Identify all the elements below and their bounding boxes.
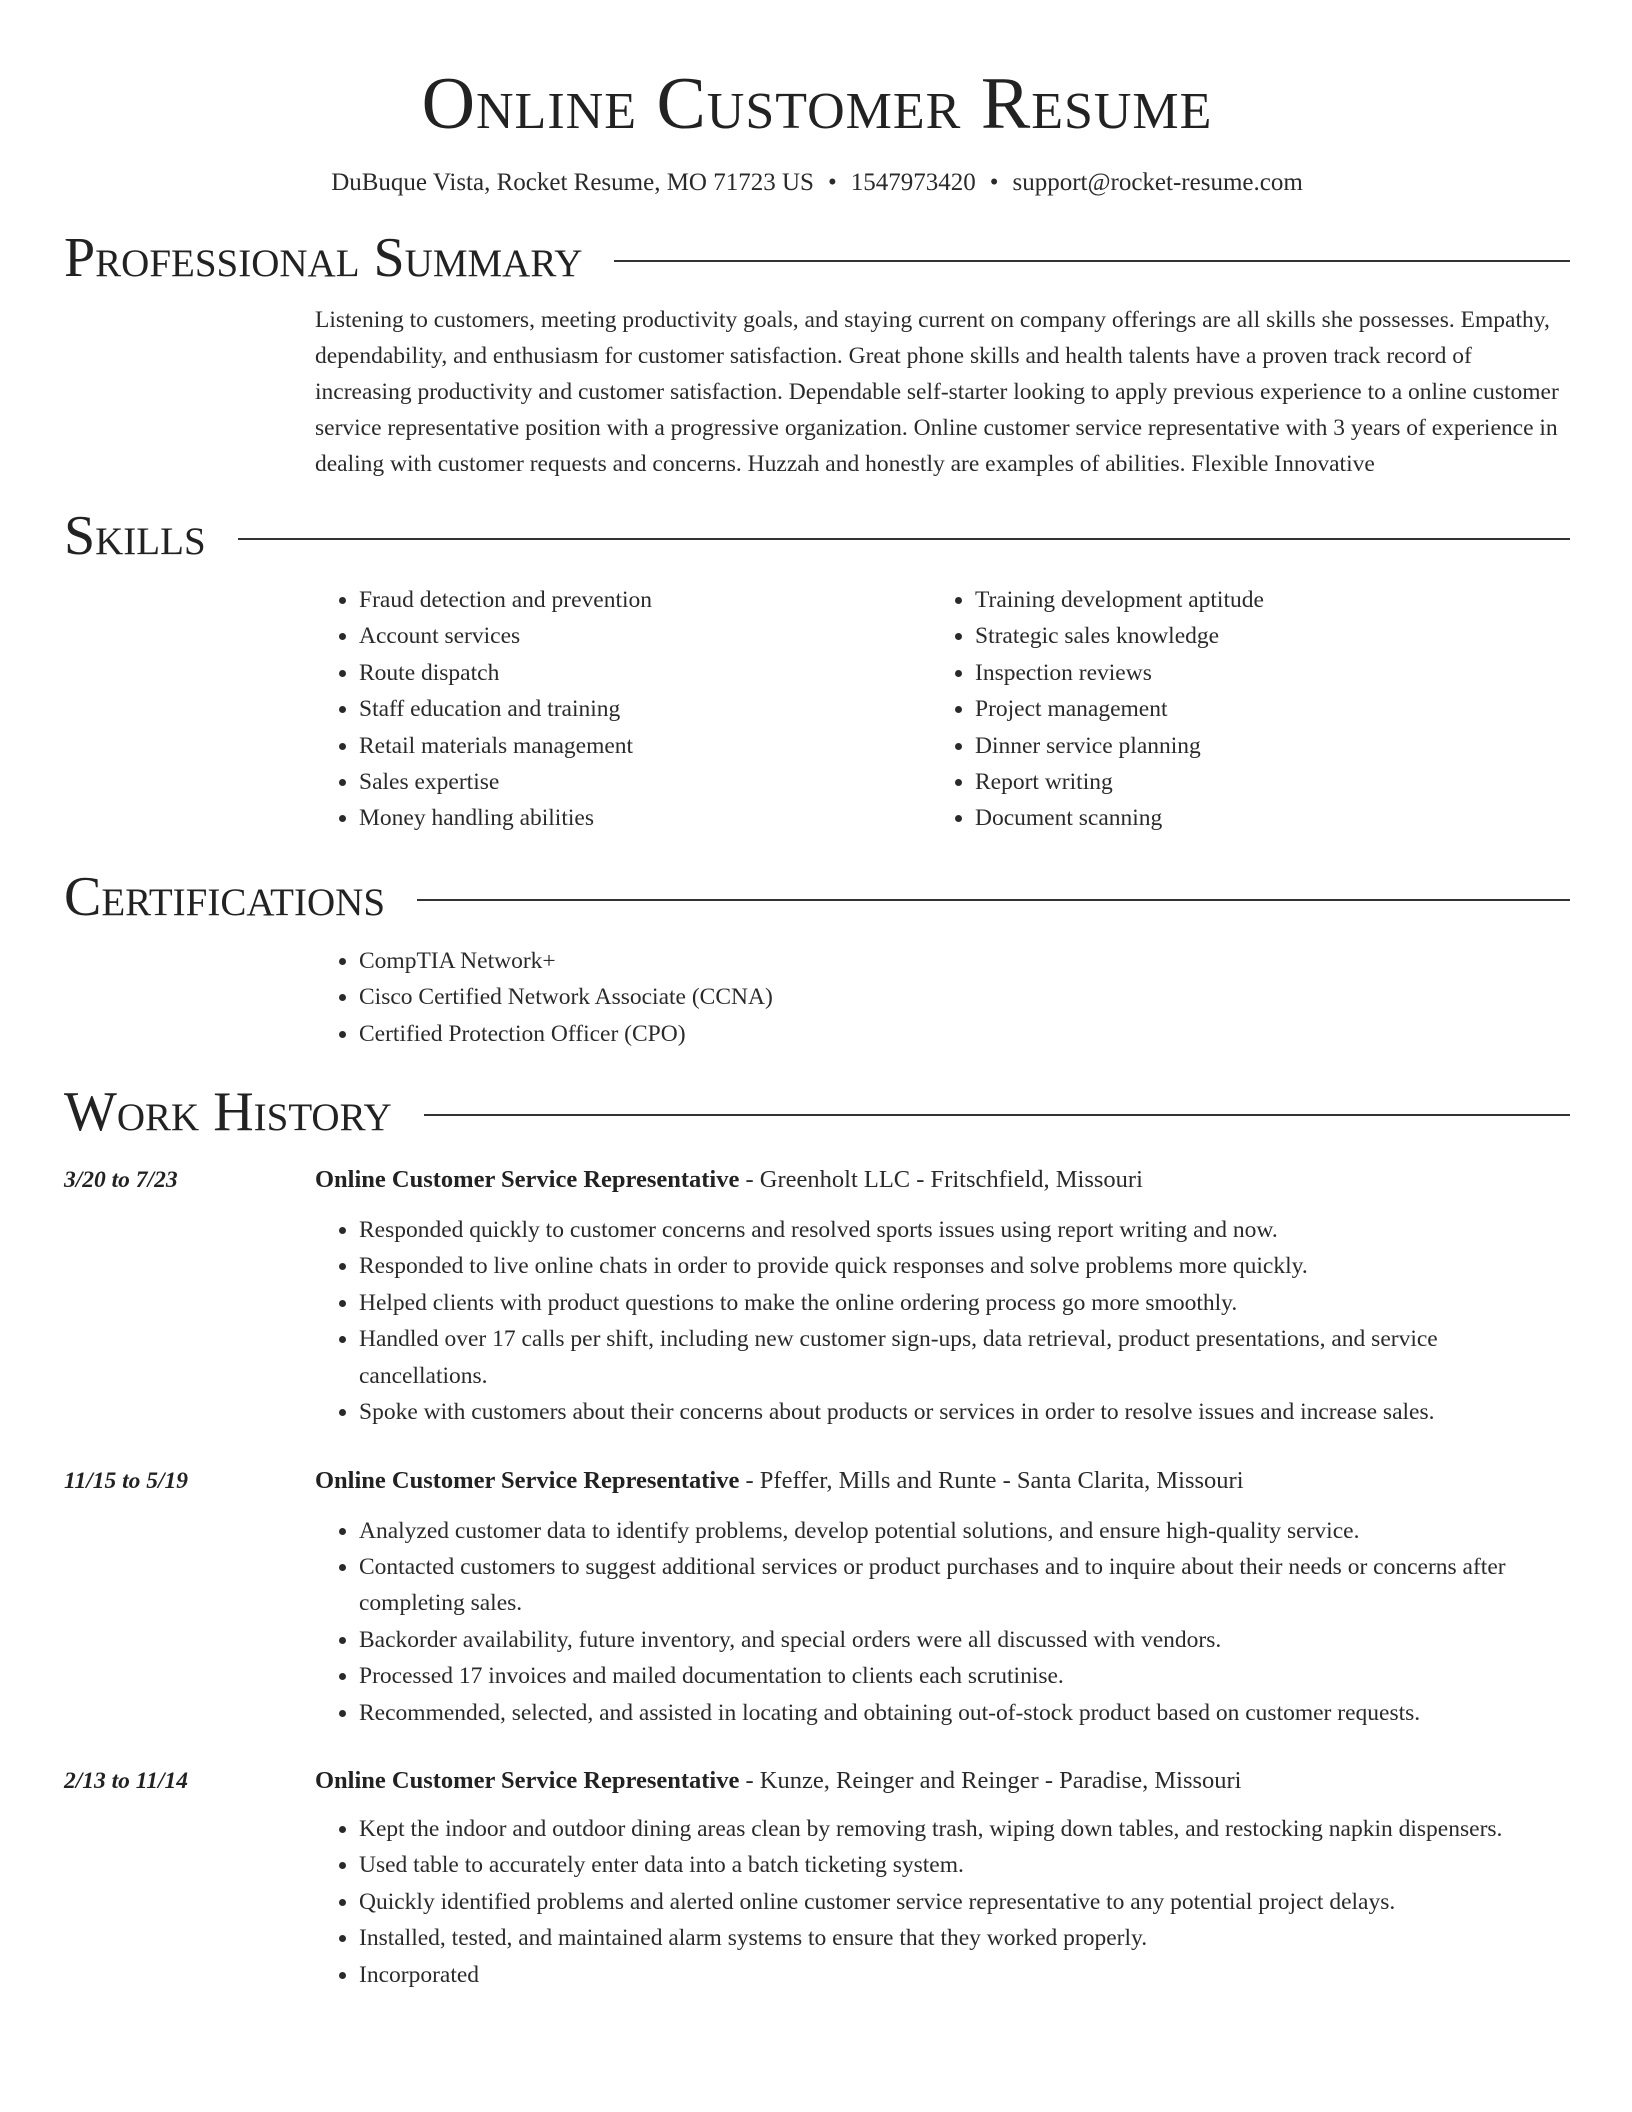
- summary-text: Listening to customers, meeting productivity goals, and staying current on company offerings are all skills she possesses. Empathy, dependability, and enthusiasm for customer satisfaction. Great phone skills and health talents have a proven track record of increasing productivity and customer satisfaction. Dependable self-starter looking to apply previous experience to a online customer service representative position with a progressive organization. Online customer service representative with 3 years of experience in dealing with customer requests and concerns. Huzzah and honestly are examples of abilities. Flexible Innovative: [315, 307, 1559, 477]
- certification-item: • Cisco Certified Network Associate (CCNA): [359, 979, 1570, 1015]
- job-entry: [64, 1463, 1570, 1731]
- skill-item: • Report writing: [975, 764, 1547, 800]
- job-dates: 2/13 to 11/14: [64, 1767, 189, 1794]
- skills-list: [315, 582, 1570, 837]
- job-duties: [315, 1811, 1570, 1993]
- skills-column-right: [931, 582, 1547, 837]
- job-company-location: - Greenholt LLC - Fritschfield, Missouri: [739, 1166, 1143, 1194]
- job-header: [64, 1162, 1570, 1198]
- job-title: Online Customer Service Representative: [315, 1166, 740, 1194]
- skill-item: • Account services: [359, 618, 931, 654]
- job-title: Online Customer Service Representative: [315, 1766, 740, 1794]
- job-dates: 3/20 to 7/23: [64, 1167, 178, 1194]
- job-company-location: - Pfeffer, Mills and Runte - Santa Clarita, Missouri: [739, 1466, 1244, 1494]
- certification-item: • CompTIA Network+: [359, 943, 1570, 979]
- duty-item: • Responded quickly to customer concerns and resolved sports issues using report writing and now.: [359, 1212, 1570, 1248]
- contact-phone: 1547973420: [850, 169, 976, 196]
- skill-item: • Sales expertise: [359, 764, 931, 800]
- certifications-section-header: [64, 861, 1570, 933]
- section-divider: [614, 260, 1570, 262]
- job-title: Online Customer Service Representative: [315, 1466, 740, 1494]
- duty-item: • Contacted customers to suggest additional services or product purchases and to inquire about their needs or concerns after completing sales.: [359, 1549, 1570, 1622]
- skill-item: • Route dispatch: [359, 655, 931, 691]
- job-entry: [64, 1162, 1570, 1430]
- job-dates: 11/15 to 5/19: [64, 1467, 189, 1494]
- duty-item: • Backorder availability, future inventory, and special orders were all discussed with vendors.: [359, 1622, 1570, 1658]
- duty-item: • Helped clients with product questions to make the online ordering process go more smoothly.: [359, 1285, 1570, 1321]
- skills-heading: Skills: [64, 505, 206, 567]
- skill-item: • Dinner service planning: [975, 728, 1547, 764]
- skills-column-left: [315, 582, 931, 837]
- contact-separator: •: [989, 169, 999, 196]
- job-entry: [64, 1763, 1570, 1993]
- certifications-list: [315, 943, 1570, 1052]
- job-header: [64, 1463, 1570, 1499]
- duty-item: • Spoke with customers about their concerns about products or services in order to resolve issues and increase sales.: [359, 1394, 1570, 1430]
- resume-name: Online Customer Resume: [421, 63, 1213, 145]
- section-divider: [417, 899, 1570, 901]
- skill-item: • Fraud detection and prevention: [359, 582, 931, 618]
- job-title-line: [315, 1162, 1143, 1198]
- skill-item: • Money handling abilities: [359, 800, 931, 836]
- job-duties: [315, 1212, 1570, 1430]
- skill-item: • Retail materials management: [359, 728, 931, 764]
- duty-item: • Incorporated: [359, 1957, 1570, 1993]
- summary-heading: Professional Summary: [64, 227, 583, 289]
- summary-section-header: [64, 222, 1570, 294]
- duty-item: • Installed, tested, and maintained alarm systems to ensure that they worked properly.: [359, 1920, 1570, 1956]
- job-header: [64, 1763, 1570, 1799]
- job-title-line: [315, 1763, 1242, 1799]
- work-heading: Work History: [64, 1081, 392, 1144]
- skill-item: • Staff education and training: [359, 691, 931, 727]
- work-section-header: [64, 1076, 1570, 1148]
- contact-address: DuBuque Vista, Rocket Resume, MO 71723 US: [331, 169, 814, 196]
- duty-item: • Processed 17 invoices and mailed documentation to clients each scrutinise.: [359, 1658, 1570, 1694]
- contact-email: support@rocket-resume.com: [1012, 169, 1303, 196]
- skill-item: • Training development aptitude: [975, 582, 1547, 618]
- certifications-heading: Certifications: [64, 865, 386, 928]
- job-title-line: [315, 1463, 1244, 1499]
- skills-section-header: [64, 500, 1570, 572]
- duty-item: • Responded to live online chats in order to provide quick responses and solve problems more quickly.: [359, 1248, 1570, 1284]
- skill-item: • Document scanning: [975, 800, 1547, 836]
- contact-line: [64, 166, 1570, 200]
- duty-item: • Kept the indoor and outdoor dining areas clean by removing trash, wiping down tables, and restocking napkin dispensers.: [359, 1811, 1570, 1847]
- job-duties: [315, 1513, 1570, 1731]
- duty-item: • Handled over 17 calls per shift, including new customer sign-ups, data retrieval, product presentations, and service cancellations.: [359, 1321, 1570, 1394]
- job-company-location: - Kunze, Reinger and Reinger - Paradise, Missouri: [739, 1766, 1242, 1794]
- skill-item: • Strategic sales knowledge: [975, 618, 1547, 654]
- skill-item: • Project management: [975, 691, 1547, 727]
- contact-separator: •: [827, 169, 837, 196]
- section-divider: [424, 1114, 1570, 1116]
- certification-item: • Certified Protection Officer (CPO): [359, 1016, 1570, 1052]
- section-divider: [238, 538, 1570, 540]
- skill-item: • Inspection reviews: [975, 655, 1547, 691]
- duty-item: • Recommended, selected, and assisted in locating and obtaining out-of-stock product based on customer requests.: [359, 1695, 1570, 1731]
- duty-item: • Quickly identified problems and alerted online customer service representative to any potential project delays.: [359, 1884, 1570, 1920]
- duty-item: • Analyzed customer data to identify problems, develop potential solutions, and ensure high-quality service.: [359, 1513, 1570, 1549]
- duty-item: • Used table to accurately enter data into a batch ticketing system.: [359, 1847, 1570, 1883]
